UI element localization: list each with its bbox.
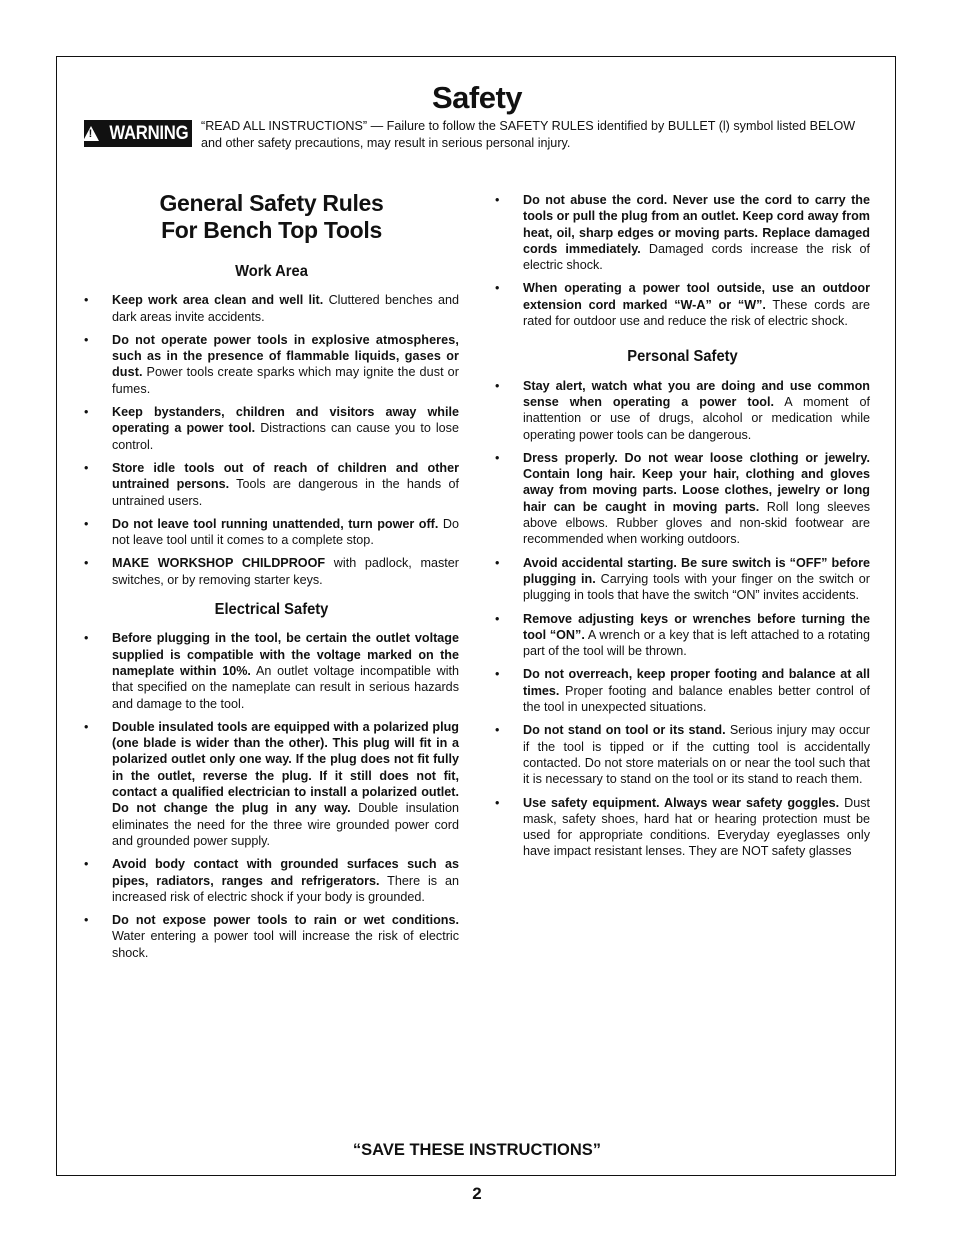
- section-title: General Safety Rules For Bench Top Tools: [159, 190, 384, 243]
- personal-safety-list: [495, 378, 870, 860]
- electrical-safety-list-continued: [495, 192, 870, 329]
- warning-triangle-icon: !: [83, 126, 99, 141]
- list-item: • MAKE WORKSHOP CHILDPROOF with padlock, master switches, or by removing starter keys.: [84, 556, 460, 587]
- warning-label: WARNING: [109, 122, 188, 144]
- list-item: • Before plugging in the tool, be certain the outlet voltage supplied is compatible with the voltage marked on the nameplate within 10%. An outlet voltage incompatible with that specified on the nameplate can result in serious hazards and damage to the tool.: [84, 631, 459, 711]
- page-number: 2: [472, 1184, 482, 1203]
- list-item: • Remove adjusting keys or wrenches before turning the tool “ON”. A wrench or a key that is left attached to a rotating part of the tool will be thrown.: [495, 611, 871, 659]
- personal-safety-heading: Personal Safety: [627, 348, 738, 366]
- list-item: • Avoid body contact with grounded surfaces such as pipes, radiators, ranges and refrigerators. There is an increased risk of electric shock if your body is grounded.: [84, 857, 459, 904]
- save-instructions-footer: “SAVE THESE INSTRUCTIONS”: [352, 1141, 602, 1159]
- list-item: • Do not operate power tools in explosive atmospheres, such as in the presence of flammable liquids, gases or dust. Power tools create sparks which may ignite the dust or fumes.: [84, 332, 459, 396]
- list-item: • Double insulated tools are equipped with a polarized plug (one blade is wider than the other). This plug will fit in a polarized outlet only one way. If the plug does not fit fully in the outlet, reverse the plug. If it still does not fit, contact a qualified electrician to install a polarized outlet. Do not change the plug in any way. Double insulation eliminates the need for the three wire grounded power cord and grounded power supply.: [84, 719, 459, 848]
- list-item: • Store idle tools out of reach of children and other untrained persons. Tools are dangerous in the hands of untrained users.: [84, 460, 459, 508]
- list-item: • Stay alert, watch what you are doing and use common sense when operating a power tool. A moment of inattention or use of drugs, alcohol or medication while operating power tools can be dangerous.: [495, 378, 870, 442]
- list-item: • Do not abuse the cord. Never use the cord to carry the tools or pull the plug from an outlet. Keep cord away from heat, oil, sharp edges or moving parts. Replace damaged cords immediately. Damaged cords increase the risk of electric shock.: [495, 193, 871, 273]
- list-item: • Do not expose power tools to rain or wet conditions. Water entering a power tool will increase the risk of electric shock.: [84, 913, 459, 960]
- list-item: • Keep work area clean and well lit. Cluttered benches and dark areas invite accidents.: [84, 293, 459, 324]
- list-item: • Do not leave tool running unattended, turn power off. Do not leave tool until it comes to a complete stop.: [84, 516, 459, 548]
- warning-text: “READ ALL INSTRUCTIONS” — Failure to follow the SAFETY RULES identified by BULLET (l) symbol listed BELOW and other safety precautions, may result in serious personal injury.: [201, 119, 856, 150]
- list-item: • Keep bystanders, children and visitors away while operating a power tool. Distractions can cause you to lose control.: [84, 405, 459, 452]
- right-column: [495, 192, 870, 867]
- list-item: • Avoid accidental starting. Be sure switch is “OFF” before plugging in. Carrying tools with your finger on the switch or plugging in tools that have the switch “ON” invites accidents.: [495, 555, 870, 603]
- list-item: • Do not overreach, keep proper footing and balance at all times. Proper footing and balance enables better control of the tool in unexpected situations.: [495, 667, 870, 715]
- list-item: • Dress properly. Do not wear loose clothing or jewelry. Contain long hair. Keep your hair, clothing and gloves away from moving parts. Loose clothes, jewelry or long hair can be caught in moving parts. Roll long sleeves above elbows. Rubber gloves and non-skid footwear are recommended when working outdoors.: [495, 450, 870, 547]
- list-item: • Use safety equipment. Always wear safety goggles. Dust mask, safety shoes, hard hat or hearing protection must be used for appropriate conditions. Everyday eyeglasses only have impact resistant lenses. They are NOT safety glasses: [495, 795, 870, 859]
- electrical-safety-list: [84, 630, 459, 961]
- work-area-heading: Work Area: [235, 263, 308, 280]
- work-area-list: [84, 292, 459, 588]
- left-column: [84, 190, 459, 968]
- list-item: • Do not stand on tool or its stand. Serious injury may occur if the tool is tipped or if the cutting tool is accidentally contacted. Do not store materials on or near the tool such that it is necessary to stand on the tool or its stand to reach them.: [495, 723, 870, 787]
- page-title: Safety: [431, 80, 523, 115]
- electrical-safety-heading: Electrical Safety: [214, 601, 329, 619]
- warning-badge: [84, 120, 192, 147]
- list-item: • When operating a power tool outside, use an outdoor extension cord marked “W-A” or “W”. These cords are rated for outdoor use and reduce the risk of electric shock.: [495, 281, 870, 329]
